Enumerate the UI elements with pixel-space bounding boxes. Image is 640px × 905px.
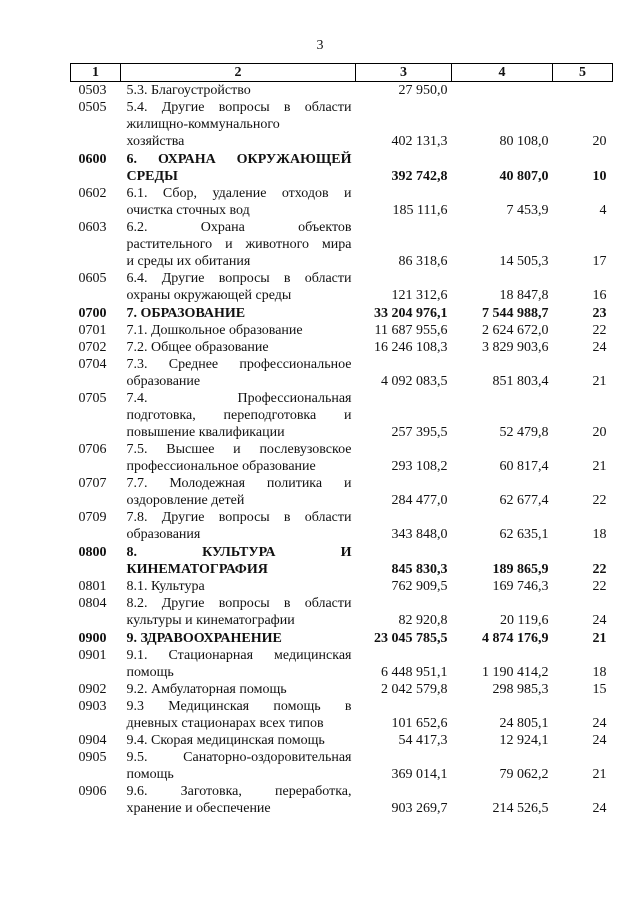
- row-value-col5: 24: [592, 801, 607, 816]
- table-row: [71, 150, 613, 185]
- row-name-line: 9.1. Стационарная медицинская: [126, 648, 352, 663]
- table-row: [71, 475, 613, 509]
- row-name-line: 8. КУЛЬТУРА И: [126, 545, 352, 560]
- row-value-col5: 4: [599, 203, 607, 218]
- row-name-line: 9.6. Заготовка, переработка,: [126, 784, 352, 799]
- row-name-line: помощь: [126, 767, 174, 782]
- row-name-line: оздоровление детей: [126, 493, 245, 508]
- table-header: [71, 64, 613, 82]
- column-header-1: 1: [71, 64, 121, 82]
- row-value-col3: 11 687 955,6: [374, 323, 448, 338]
- row-name-line: 6.4. Другие вопросы в области: [126, 271, 352, 286]
- row-value-col3: 27 950,0: [398, 83, 448, 98]
- row-value-col5: 24: [592, 613, 607, 628]
- table-row: [71, 647, 613, 681]
- row-code: 0707: [78, 476, 107, 491]
- row-code: 0804: [78, 596, 107, 611]
- row-name: [121, 732, 356, 749]
- row-name-line: КИНЕМАТОГРАФИЯ: [126, 562, 268, 577]
- row-name-line: хозяйства: [126, 134, 185, 149]
- table-row: [71, 629, 613, 647]
- row-name-line: 7.7. Молодежная политика и: [126, 476, 352, 491]
- row-name-line: профессиональное образование: [126, 459, 316, 474]
- row-code: 0900: [78, 631, 107, 646]
- column-header-5: 5: [553, 64, 613, 82]
- row-code: 0705: [78, 391, 107, 406]
- row-value-col4: 52 479,8: [499, 425, 549, 440]
- row-name-line: 9. ЗДРАВООХРАНЕНИЕ: [126, 631, 282, 646]
- row-value-col5: 24: [592, 716, 607, 731]
- row-value-col4: 80 108,0: [499, 134, 549, 149]
- row-value-col3: 845 830,3: [391, 562, 448, 577]
- row-value-col5: 20: [592, 134, 607, 149]
- row-value-col5: [553, 82, 613, 100]
- row-name-line: 5.3. Благоустройство: [126, 83, 251, 98]
- row-value-col3: 762 909,5: [391, 579, 448, 594]
- row-value-col5: 22: [592, 323, 607, 338]
- row-name-line: 6.2. Охрана объектов: [126, 220, 352, 235]
- row-code: 0800: [78, 545, 107, 560]
- row-value-col4: 4 874 176,9: [482, 631, 549, 646]
- row-name-line: помощь: [126, 665, 174, 680]
- row-name-line: повышение квалификации: [126, 425, 285, 440]
- row-name-line: растительного и животного мира: [126, 237, 352, 252]
- row-name-line: дневных стационарах всех типов: [126, 716, 324, 731]
- row-code: 0801: [78, 579, 107, 594]
- row-value-col5: 21: [592, 459, 607, 474]
- row-value-col4: 62 677,4: [499, 493, 549, 508]
- table-row: [71, 304, 613, 322]
- table-row: [71, 441, 613, 475]
- row-value-col5: 22: [592, 562, 607, 577]
- row-value-col5: 17: [592, 254, 607, 269]
- row-code: 0503: [78, 83, 107, 98]
- row-name-line: 7.8. Другие вопросы в области: [126, 510, 352, 525]
- row-value-col5: 10: [592, 169, 607, 184]
- row-name-line: 7.2. Общее образование: [126, 340, 269, 355]
- row-name: [121, 219, 356, 270]
- row-value-col4: 20 119,6: [500, 613, 549, 628]
- table-row: [71, 270, 613, 304]
- row-value-col4: 1 190 414,2: [482, 665, 549, 680]
- row-value-col5: 21: [592, 631, 607, 646]
- row-value-col3: 343 848,0: [391, 527, 448, 542]
- row-value-col3: 2 042 579,8: [381, 682, 448, 697]
- table-row: [71, 339, 613, 356]
- row-value-col3: 54 417,3: [398, 733, 448, 748]
- row-code: 0603: [78, 220, 107, 235]
- row-name-line: культуры и кинематографии: [126, 613, 295, 628]
- row-name-line: хранение и обеспечение: [126, 801, 271, 816]
- row-name: [121, 99, 356, 150]
- row-name: [121, 475, 356, 509]
- row-code: 0602: [78, 186, 107, 201]
- row-value-col5: 22: [592, 493, 607, 508]
- row-value-col3: 257 395,5: [391, 425, 448, 440]
- row-code: 0706: [78, 442, 107, 457]
- row-name-line: подготовка, переподготовка и: [126, 408, 352, 423]
- row-value-col4: 851 803,4: [492, 374, 549, 389]
- row-code: 0901: [78, 648, 107, 663]
- row-name: [121, 681, 356, 698]
- table-row: [71, 595, 613, 629]
- row-name: [121, 698, 356, 732]
- row-value-col3: 6 448 951,1: [381, 665, 448, 680]
- row-code: 0709: [78, 510, 107, 525]
- row-value-col4: 14 505,3: [499, 254, 549, 269]
- row-name-line: 9.4. Скорая медицинская помощь: [126, 733, 325, 748]
- row-name-line: жилищно-коммунального: [126, 117, 280, 132]
- row-value-col5: 15: [592, 682, 607, 697]
- row-code: 0605: [78, 271, 107, 286]
- row-value-col3: 82 920,8: [398, 613, 448, 628]
- table-row: [71, 749, 613, 783]
- row-name-line: 5.4. Другие вопросы в области: [126, 100, 352, 115]
- row-name-line: 8.1. Культура: [126, 579, 205, 594]
- row-value-col5: 24: [592, 733, 607, 748]
- row-name-line: 7.4. Профессиональная: [126, 391, 352, 406]
- row-name: [121, 543, 356, 578]
- row-name: [121, 270, 356, 304]
- row-code: 0701: [78, 323, 107, 338]
- row-name: [121, 441, 356, 475]
- table-row: [71, 698, 613, 732]
- row-name: [121, 304, 356, 322]
- row-name-line: 7.1. Дошкольное образование: [126, 323, 303, 338]
- row-value-col4: 169 746,3: [492, 579, 549, 594]
- row-name-line: охраны окружающей среды: [126, 288, 292, 303]
- table-row: [71, 732, 613, 749]
- page-number: 3: [316, 38, 324, 53]
- row-value-col5: 18: [592, 527, 607, 542]
- row-name: [121, 578, 356, 595]
- row-name-line: 8.2. Другие вопросы в области: [126, 596, 352, 611]
- row-code: 0702: [78, 340, 107, 355]
- row-value-col3: 369 014,1: [391, 767, 448, 782]
- row-code: 0904: [78, 733, 107, 748]
- budget-table: [70, 63, 613, 817]
- table-row: [71, 509, 613, 543]
- row-value-col3: 392 742,8: [391, 169, 448, 184]
- row-name: [121, 339, 356, 356]
- table-row: [71, 82, 613, 100]
- table-row: [71, 219, 613, 270]
- row-value-col4: 18 847,8: [499, 288, 549, 303]
- row-name: [121, 185, 356, 219]
- row-value-col4: 3 829 903,6: [482, 340, 549, 355]
- row-value-col4: [452, 82, 553, 100]
- row-name-line: 9.3 Медицинская помощь в: [126, 699, 352, 714]
- row-name-line: образование: [126, 374, 201, 389]
- table-row: [71, 99, 613, 150]
- row-value-col3: 86 318,6: [398, 254, 448, 269]
- row-value-col3: 4 092 083,5: [381, 374, 448, 389]
- row-name: [121, 390, 356, 441]
- row-code: 0505: [78, 100, 107, 115]
- row-name-line: и среды их обитания: [126, 254, 251, 269]
- row-code: 0903: [78, 699, 107, 714]
- row-code: 0600: [78, 152, 107, 167]
- row-name: [121, 356, 356, 390]
- row-value-col5: 22: [592, 579, 607, 594]
- column-header-3: 3: [356, 64, 452, 82]
- row-value-col5: 24: [592, 340, 607, 355]
- row-name-line: 9.2. Амбулаторная помощь: [126, 682, 287, 697]
- row-value-col5: 18: [592, 665, 607, 680]
- row-value-col4: 40 807,0: [499, 169, 549, 184]
- row-name-line: 7.5. Высшее и послевузовское: [126, 442, 352, 457]
- row-name: [121, 783, 356, 817]
- table-row: [71, 185, 613, 219]
- table-row: [71, 390, 613, 441]
- table-row: [71, 681, 613, 698]
- row-value-col3: 185 111,6: [392, 203, 448, 218]
- row-value-col3: 16 246 108,3: [374, 340, 448, 355]
- row-value-col3: 903 269,7: [391, 801, 448, 816]
- row-value-col5: 16: [592, 288, 607, 303]
- row-name: [121, 150, 356, 185]
- row-value-col4: 79 062,2: [499, 767, 549, 782]
- row-code: 0902: [78, 682, 107, 697]
- row-value-col4: 2 624 672,0: [482, 323, 549, 338]
- row-name-line: 6.1. Сбор, удаление отходов и: [126, 186, 352, 201]
- row-name-line: СРЕДЫ: [126, 169, 178, 184]
- row-value-col5: 23: [592, 306, 607, 321]
- row-value-col4: 298 985,3: [492, 682, 549, 697]
- row-value-col4: 62 635,1: [499, 527, 549, 542]
- table-row: [71, 783, 613, 817]
- row-value-col3: 23 045 785,5: [374, 631, 448, 646]
- row-name: [121, 595, 356, 629]
- row-value-col5: 21: [592, 767, 607, 782]
- row-value-col4: 189 865,9: [492, 562, 549, 577]
- row-code: 0704: [78, 357, 107, 372]
- row-code: 0700: [78, 306, 107, 321]
- row-name: [121, 509, 356, 543]
- row-code: 0906: [78, 784, 107, 799]
- row-name: [121, 629, 356, 647]
- table-body: [71, 82, 613, 818]
- row-name-line: 7.3. Среднее профессиональное: [126, 357, 352, 372]
- row-value-col4: 7 544 988,7: [482, 306, 549, 321]
- row-value-col4: 7 453,9: [506, 203, 549, 218]
- row-value-col3: 121 312,6: [391, 288, 448, 303]
- row-value-col4: 214 526,5: [492, 801, 549, 816]
- table-row: [71, 356, 613, 390]
- row-name: [121, 322, 356, 339]
- row-value-col5: 20: [592, 425, 607, 440]
- row-value-col3: 33 204 976,1: [374, 306, 448, 321]
- row-value-col3: 101 652,6: [391, 716, 448, 731]
- row-value-col4: 60 817,4: [499, 459, 549, 474]
- column-header-4: 4: [452, 64, 553, 82]
- table-row: [71, 543, 613, 578]
- column-header-2: 2: [121, 64, 356, 82]
- row-value-col5: 21: [592, 374, 607, 389]
- row-value-col3: 293 108,2: [391, 459, 448, 474]
- row-name-line: очистка сточных вод: [126, 203, 250, 218]
- row-value-col3: 284 477,0: [391, 493, 448, 508]
- row-value-col4: 24 805,1: [499, 716, 549, 731]
- row-name-line: образования: [126, 527, 201, 542]
- row-name-line: 6. ОХРАНА ОКРУЖАЮЩЕЙ: [126, 152, 352, 167]
- row-code: 0905: [78, 750, 107, 765]
- table-row: [71, 322, 613, 339]
- row-value-col4: 12 924,1: [499, 733, 549, 748]
- row-value-col3: 402 131,3: [391, 134, 448, 149]
- table-row: [71, 578, 613, 595]
- row-name: [121, 82, 356, 100]
- row-name-line: 9.5. Санаторно-оздоровительная: [126, 750, 352, 765]
- row-name-line: 7. ОБРАЗОВАНИЕ: [126, 306, 246, 321]
- row-name: [121, 647, 356, 681]
- row-name: [121, 749, 356, 783]
